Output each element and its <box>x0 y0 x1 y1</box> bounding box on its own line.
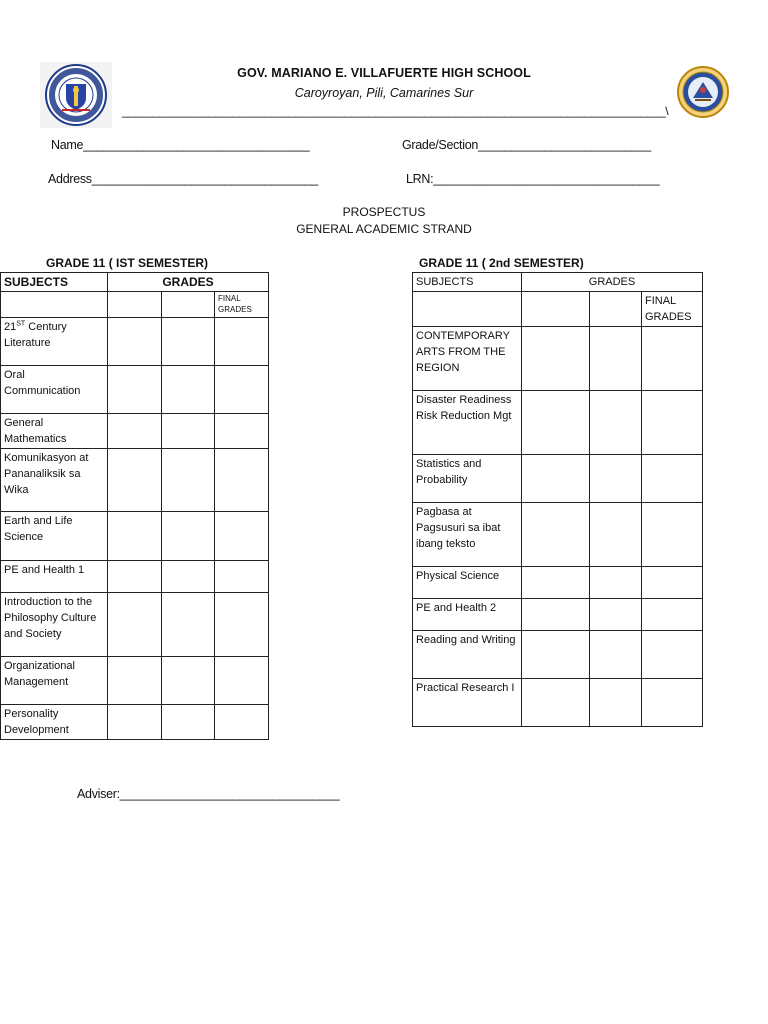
grade-cell[interactable] <box>590 455 642 503</box>
final-grade-cell[interactable] <box>642 327 703 391</box>
grade-cell[interactable] <box>108 414 162 449</box>
first-semester-table <box>0 272 269 740</box>
final-grade-cell[interactable] <box>215 657 269 705</box>
grade-cell[interactable] <box>522 679 590 727</box>
final-grade-cell[interactable] <box>642 391 703 455</box>
grade-cell[interactable] <box>590 327 642 391</box>
final-grade-cell[interactable] <box>642 679 703 727</box>
grade-cell[interactable] <box>108 292 162 318</box>
subject-cell: CONTEMPORARY ARTS FROM THE REGION <box>413 327 522 391</box>
address-field[interactable]: Address__________________________________ <box>48 172 318 186</box>
grade-cell[interactable] <box>590 292 642 327</box>
grade-cell[interactable] <box>162 561 215 593</box>
subject-cell: Practical Research I <box>413 679 522 727</box>
grade-cell[interactable] <box>108 705 162 740</box>
header-rule-line: ________________________________________________________________________________________\ <box>122 104 669 118</box>
subjects-header: SUBJECTS <box>413 273 522 292</box>
subject-cell: Disaster Readiness Risk Reduction Mgt <box>413 391 522 455</box>
subject-cell: PE and Health 1 <box>1 561 108 593</box>
grade-section-field[interactable]: Grade/Section__________________________ <box>402 138 651 152</box>
grade-cell[interactable] <box>108 593 162 657</box>
subjects-header: SUBJECTS <box>1 273 108 292</box>
grade-cell[interactable] <box>590 679 642 727</box>
final-grade-cell[interactable] <box>215 593 269 657</box>
grade-cell[interactable] <box>162 512 215 561</box>
grade-cell[interactable] <box>162 449 215 512</box>
grade-cell[interactable] <box>108 561 162 593</box>
name-field[interactable]: Name__________________________________ <box>51 138 310 152</box>
prospectus-title: PROSPECTUS <box>342 205 426 219</box>
final-grade-cell[interactable] <box>642 631 703 679</box>
second-semester-heading: GRADE 11 ( 2nd SEMESTER) <box>419 256 584 270</box>
final-grade-cell[interactable] <box>642 567 703 599</box>
lrn-field[interactable]: LRN:__________________________________ <box>406 172 660 186</box>
subject-cell: Statistics and Probability <box>413 455 522 503</box>
subject-cell: PE and Health 2 <box>413 599 522 631</box>
grade-cell[interactable] <box>108 318 162 366</box>
grade-cell[interactable] <box>162 593 215 657</box>
grade-cell[interactable] <box>108 449 162 512</box>
grade-cell[interactable] <box>590 503 642 567</box>
grade-cell[interactable] <box>590 567 642 599</box>
grade-cell[interactable] <box>522 455 590 503</box>
subject-cell: General Mathematics <box>1 414 108 449</box>
subject-cell: Personality Development <box>1 705 108 740</box>
grade-cell[interactable] <box>108 512 162 561</box>
grade-cell[interactable] <box>522 599 590 631</box>
grades-header: GRADES <box>522 273 703 292</box>
subject-cell <box>1 318 108 366</box>
subject-cell: Earth and Life Science <box>1 512 108 561</box>
final-grade-cell[interactable] <box>215 512 269 561</box>
grade-cell[interactable] <box>108 366 162 414</box>
grade-cell[interactable] <box>162 414 215 449</box>
school-name: GOV. MARIANO E. VILLAFUERTE HIGH SCHOOL <box>237 66 531 80</box>
final-grade-cell[interactable] <box>215 414 269 449</box>
final-grade-cell[interactable] <box>215 449 269 512</box>
subject-cell: Physical Science <box>413 567 522 599</box>
grade-cell[interactable] <box>590 391 642 455</box>
subject-cell: Komunikasyon at Pananaliksik sa Wika <box>1 449 108 512</box>
adviser-field[interactable]: Adviser:_________________________________ <box>77 787 340 801</box>
grade-cell[interactable] <box>413 292 522 327</box>
grade-cell[interactable] <box>162 366 215 414</box>
grade-cell[interactable] <box>108 657 162 705</box>
school-address: Caroyroyan, Pili, Camarines Sur <box>294 86 474 100</box>
grade-cell[interactable] <box>162 705 215 740</box>
subject-cell: Reading and Writing <box>413 631 522 679</box>
grade-cell[interactable] <box>522 631 590 679</box>
subject-label: 21 <box>4 321 17 333</box>
grade-cell[interactable] <box>522 327 590 391</box>
subject-superscript: ST <box>16 320 26 328</box>
final-grade-cell[interactable] <box>215 318 269 366</box>
grade-cell[interactable] <box>590 599 642 631</box>
final-grade-cell[interactable] <box>642 455 703 503</box>
grades-header: GRADES <box>108 273 269 292</box>
final-grade-cell[interactable] <box>215 366 269 414</box>
grade-cell[interactable] <box>522 292 590 327</box>
grade-cell[interactable] <box>590 631 642 679</box>
final-grades-header: FINAL GRADES <box>642 292 703 327</box>
final-grade-cell[interactable] <box>215 561 269 593</box>
subject-cell: Pagbasa at Pagsusuri sa ibat ibang teksto <box>413 503 522 567</box>
final-grade-cell[interactable] <box>215 705 269 740</box>
grade-cell[interactable] <box>1 292 108 318</box>
grade-cell[interactable] <box>522 391 590 455</box>
grade-cell[interactable] <box>522 567 590 599</box>
grade-cell[interactable] <box>522 503 590 567</box>
final-grade-cell[interactable] <box>642 599 703 631</box>
subject-cell: Oral Communication <box>1 366 108 414</box>
second-semester-table <box>412 272 703 727</box>
subject-label: Century Literature <box>4 321 67 349</box>
grade-cell[interactable] <box>162 318 215 366</box>
first-semester-heading: GRADE 11 ( IST SEMESTER) <box>46 256 209 270</box>
strand-title: GENERAL ACADEMIC STRAND <box>296 222 472 236</box>
subject-cell: Organizational Management <box>1 657 108 705</box>
grade-cell[interactable] <box>162 292 215 318</box>
grade-cell[interactable] <box>162 657 215 705</box>
final-grade-cell[interactable] <box>642 503 703 567</box>
subject-cell: Introduction to the Philosophy Culture and Society <box>1 593 108 657</box>
final-grades-header: FINAL GRADES <box>215 292 269 318</box>
